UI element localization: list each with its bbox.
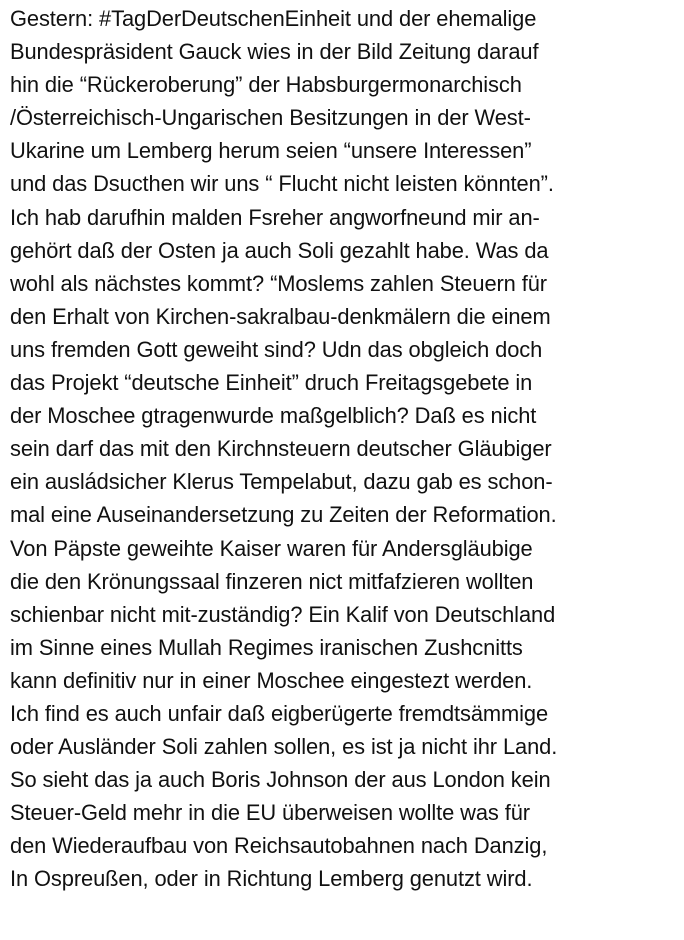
text-line: der Moschee gtragenwurde maßgelblich? Daß es nicht — [10, 403, 537, 429]
document-page — [10, 2, 684, 896]
text-line: Von Päpste geweihte Kaiser waren für Andersgläubige — [10, 535, 533, 561]
text-line: sein darf das mit den Kirchnsteuern deutscher Gläubiger — [10, 436, 552, 462]
text-line: im Sinne eines Mullah Regimes iranischen Zushcnitts — [10, 634, 523, 660]
text-line: kann definitiv nur in einer Moschee eingestezt werden. — [10, 667, 533, 693]
text-line: In Ospreußen, oder in Richtung Lemberg genutzt wird. — [10, 866, 533, 892]
text-line: oder Ausländer Soli zahlen sollen, es ist ja nicht ihr Land. — [10, 734, 558, 760]
text-line: gehört daß der Osten ja auch Soli gezahlt habe. Was da — [10, 237, 549, 263]
text-line: Ukarine um Lemberg herum seien “unsere Interessen” — [10, 138, 532, 164]
text-line: schienbar nicht mit-zuständig? Ein Kalif von Deutschland — [10, 601, 556, 627]
text-line: Steuer-Geld mehr in die EU überweisen wollte was für — [10, 800, 530, 826]
text-line: den Wiederaufbau von Reichsautobahnen nach Danzig, — [10, 833, 548, 859]
text-line: die den Krönungssaal finzeren nict mitfafzieren wollten — [10, 568, 534, 594]
text-line: Bundespräsident Gauck wies in der Bild Zeitung darauf — [10, 39, 539, 65]
text-line: Gestern: #TagDerDeutschenEinheit und der ehemalige — [10, 6, 537, 31]
text-line: den Erhalt von Kirchen-sakralbau-denkmälern die einem — [10, 303, 551, 329]
text-line: und das Dsucthen wir uns “ Flucht nicht leisten könnten”. — [10, 171, 554, 197]
text-line: mal eine Auseinandersetzung zu Zeiten der Reformation. — [10, 502, 557, 528]
text-line: So sieht das ja auch Boris Johnson der aus London kein — [10, 767, 551, 793]
text-line: Ich find es auch unfair daß eigberügerte fremdtsämmige — [10, 700, 549, 726]
text-line: /Österreichisch-Ungarischen Besitzungen in der West- — [10, 105, 531, 131]
text-line: hin die “Rückeroberung” der Habsburgermonarchisch — [10, 72, 522, 98]
text-line: ein ausládsicher Klerus Tempelabut, dazu gab es schon- — [10, 469, 553, 495]
text-line: das Projekt “deutsche Einheit” druch Freitagsgebete in — [10, 370, 533, 396]
text-line: Ich hab darufhin malden Fsreher angworfneund mir an- — [10, 204, 540, 230]
text-line: wohl als nächstes kommt? “Moslems zahlen Steuern für — [10, 270, 547, 296]
text-line: uns fremden Gott geweiht sind? Udn das obgleich doch — [10, 336, 543, 362]
